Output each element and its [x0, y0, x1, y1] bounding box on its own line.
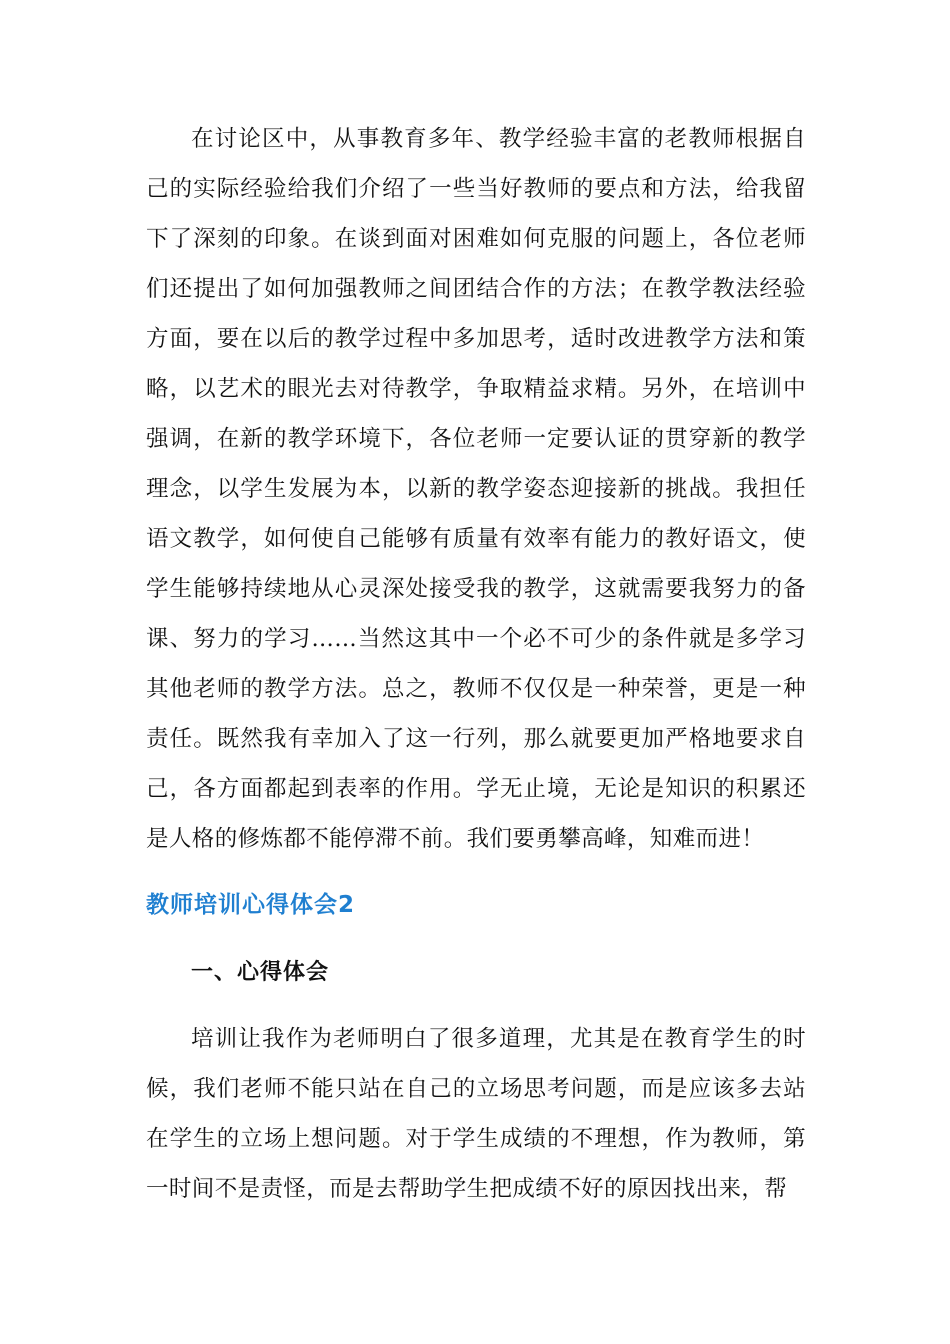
subsection-heading: 一、心得体会	[191, 960, 330, 985]
body-paragraph: 培训让我作为老师明白了很多道理，尤其是在教育学生的时候，我们老师不能只站在自己的立场思考问题，而是应该多去站在学生的立场上想问题。对于学生成绩的不理想，作为教师，第一时间不是责怪，而是去帮助学生把成绩不好的原因找出来，帮	[146, 1026, 806, 1202]
body-paragraph: 在讨论区中，从事教育多年、教学经验丰富的老教师根据自己的实际经验给我们介绍了一些当好教师的要点和方法，给我留下了深刻的印象。在谈到面对困难如何克服的问题上，各位老师们还提出了如何加强教师之间团结合作的方法；在教学教法经验方面，要在以后的教学过程中多加思考，适时改进教学方法和策略，以艺术的眼光去对待教学，争取精益求精。另外，在培训中强调，在新的教学环境下，各位老师一定要认证的贯穿新的教学理念，以学生发展为本，以新的教学姿态迎接新的挑战。我担任语文教学，如何使自己能够有质量有效率有能力的教好语文，使学生能够持续地从心灵深处接受我的教学，这就需要我努力的备课、努力的学习……当然这其中一个必不可少的条件就是多学习其他老师的教学方法。总之，教师不仅仅是一种荣誉，更是一种责任。既然我有幸加入了这一行列，那么就要更加严格地要求自己，各方面都起到表率的作用。学无止境，无论是知识的积累还是人格的修炼都不能停滞不前。我们要勇攀高峰，知难而进！	[146, 126, 806, 852]
section-heading: 教师培训心得体会2	[146, 892, 356, 918]
